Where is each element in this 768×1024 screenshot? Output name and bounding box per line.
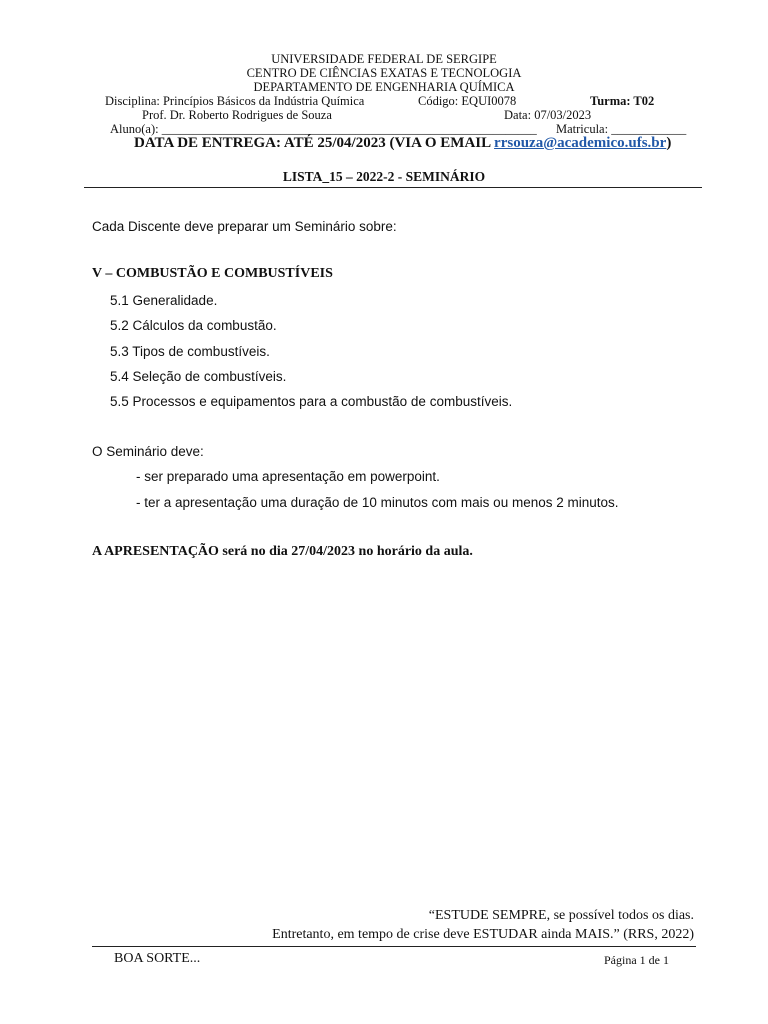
requirement-item: - ser preparado uma apresentação em powerpoint. bbox=[136, 469, 440, 484]
university-name: UNIVERSIDADE FEDERAL DE SERGIPE bbox=[271, 52, 497, 66]
requirement-item: - ter a apresentação uma duração de 10 minutos com mais ou menos 2 minutos. bbox=[136, 495, 619, 510]
student-field: Aluno(a): ____________________________________________________________ bbox=[110, 122, 537, 136]
page-number: Página 1 de 1 bbox=[604, 953, 669, 967]
section-item: 5.1 Generalidade. bbox=[110, 293, 218, 308]
center-name: CENTRO DE CIÊNCIAS EXATAS E TECNOLOGIA bbox=[246, 66, 522, 80]
section-item: 5.4 Seleção de combustíveis. bbox=[110, 369, 287, 384]
email-link[interactable]: rrsouza@academico.ufs.br bbox=[494, 135, 667, 151]
farewell-text: BOA SORTE... bbox=[114, 951, 201, 966]
deadline-suffix: ) bbox=[666, 135, 672, 151]
issue-date: Data: 07/03/2023 bbox=[504, 108, 592, 122]
class-label: Turma: T02 bbox=[590, 94, 655, 108]
section-item: 5.3 Tipos de combustíveis. bbox=[110, 344, 270, 359]
section-heading: V – COMBUSTÃO E COMBUSTÍVEIS bbox=[92, 266, 333, 281]
title-divider bbox=[84, 187, 702, 188]
section-item: 5.5 Processos e equipamentos para a combustão de combustíveis. bbox=[110, 394, 513, 409]
quote-line-1: “ESTUDE SEMPRE, se possível todos os dias. bbox=[428, 908, 694, 923]
list-title: LISTA_15 – 2022-2 - SEMINÁRIO bbox=[282, 169, 486, 184]
presentation-note: A APRESENTAÇÃO será no dia 27/04/2023 no horário da aula. bbox=[92, 544, 473, 559]
deadline-text: DATA DE ENTREGA: ATÉ 25/04/2023 (VIA O EMAIL bbox=[134, 135, 495, 151]
deadline-line bbox=[134, 135, 671, 152]
intro-text: Cada Discente deve preparar um Seminário sobre: bbox=[92, 219, 397, 234]
quote-line-2: Entretanto, em tempo de crise deve ESTUDAR ainda MAIS.” (RRS, 2022) bbox=[272, 927, 694, 942]
discipline-label: Disciplina: Princípios Básicos da Indústria Química bbox=[105, 94, 365, 108]
registration-field: Matricula: ____________ bbox=[556, 122, 687, 136]
footer-divider bbox=[92, 946, 696, 947]
section-item: 5.2 Cálculos da combustão. bbox=[110, 318, 277, 333]
course-code: Código: EQUI0078 bbox=[418, 94, 517, 108]
requirements-heading: O Seminário deve: bbox=[92, 444, 204, 459]
professor-name: Prof. Dr. Roberto Rodrigues de Souza bbox=[142, 108, 332, 122]
department-name: DEPARTAMENTO DE ENGENHARIA QUÍMICA bbox=[253, 80, 515, 94]
